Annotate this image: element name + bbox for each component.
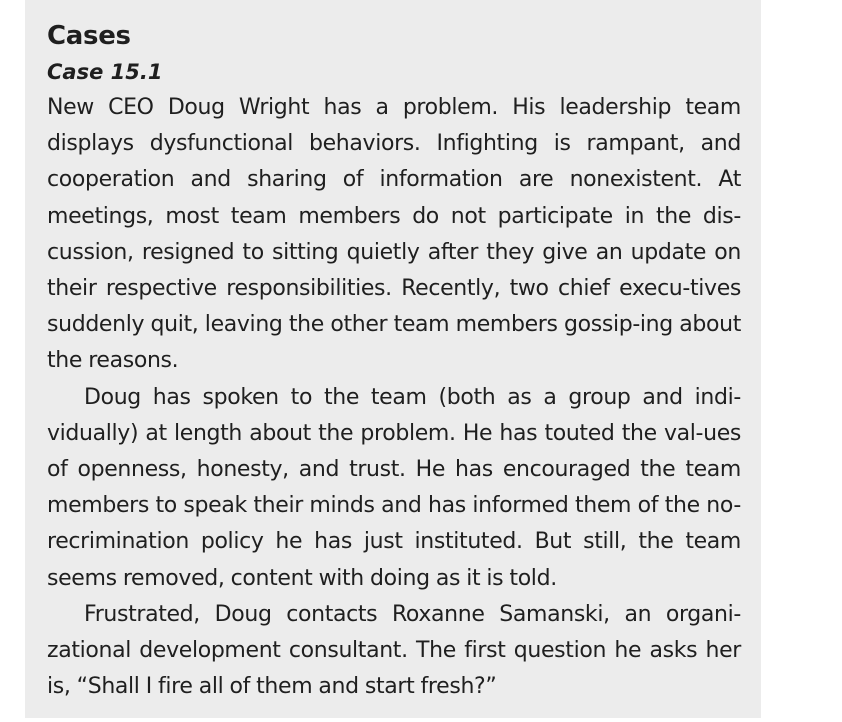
case-paragraph-2: Doug has spoken to the team (both as a group and indi-vidually) at length about the problem. He has touted the val-ues of openness, honesty, and trust. He has encouraged the team members to speak their minds and has informed them of the no-recrimination policy he has just instituted. But still, the team seems removed, content with doing as it is told. <box>47 384 741 591</box>
case-paragraph-1: New CEO Doug Wright has a problem. His leadership team displays dysfunctional behaviors. Infighting is rampant, and cooperation and sharing of information are nonexistent. At meetings, most team members do not participate in the dis-cussion, resigned to sitting quietly after they give an update on their respective responsibilities. Recently, two chief execu-tives suddenly quit, leaving the other team members gossip-ing about the reasons. <box>47 95 741 374</box>
cases-panel <box>25 0 761 718</box>
case-paragraph-3: Frustrated, Doug contacts Roxanne Samanski, an organi-zational development consultant. The first question he asks her is, “Shall I fire all of them and start fresh?” <box>47 601 741 700</box>
case-title: Case 15.1 <box>47 60 163 84</box>
section-title: Cases <box>47 21 131 51</box>
